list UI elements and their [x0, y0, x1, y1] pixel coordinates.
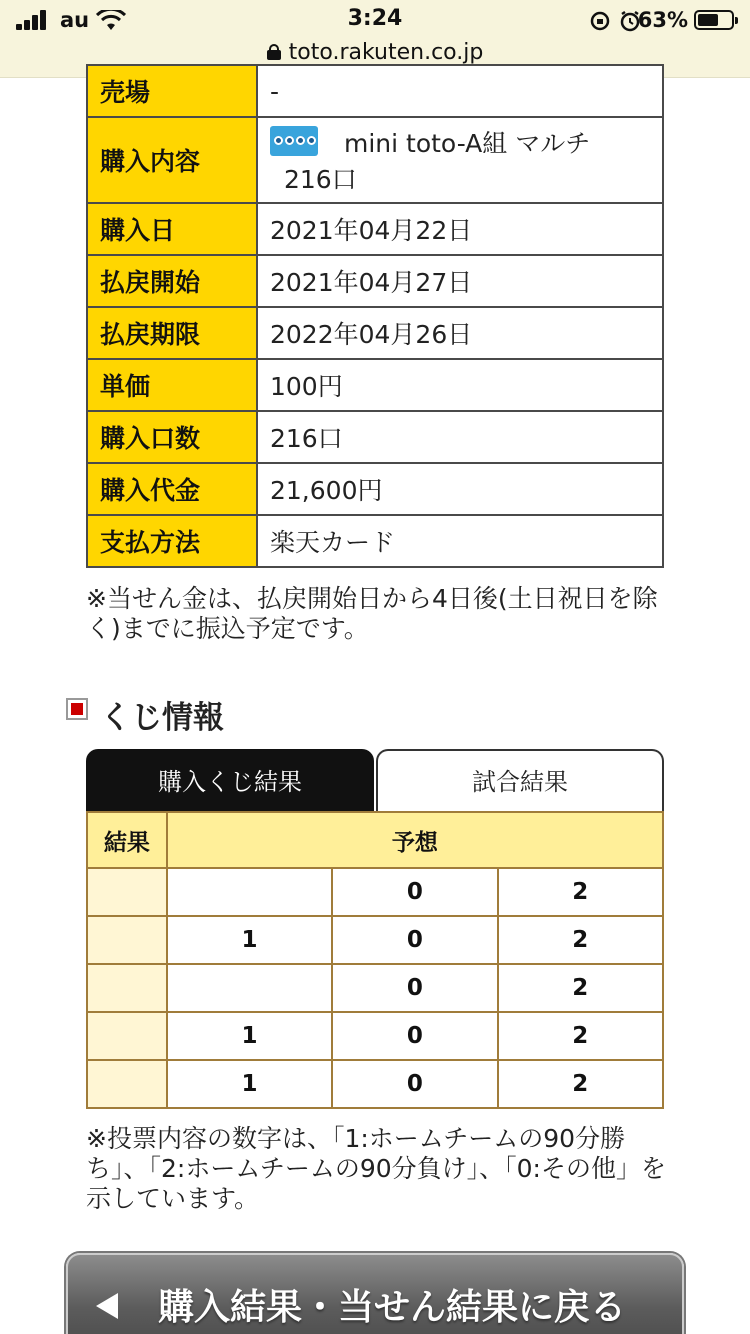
row-label: 購入口数 [87, 411, 257, 463]
battery-fill [698, 14, 718, 26]
mini-toto-logo-icon [270, 126, 318, 156]
pick-cell: 0 [332, 1060, 497, 1108]
battery-icon [694, 10, 734, 30]
prediction-legend-note: ※投票内容の数字は、「1:ホームチームの90分勝ち」、「2:ホームチームの90分負け」、「0:その他」を示しています。 [86, 1124, 666, 1213]
table-row [87, 868, 663, 916]
row-label: 売場 [87, 65, 257, 117]
table-row [87, 255, 663, 307]
row-value: 21,600円 [257, 463, 663, 515]
status-time: 3:24 [347, 6, 403, 31]
pick-cell: 1 [167, 1060, 332, 1108]
pick-cell [167, 868, 332, 916]
result-cell [87, 868, 167, 916]
table-row [87, 411, 663, 463]
prediction-header: 予想 [167, 812, 663, 868]
purchase-info-table [86, 64, 664, 568]
carrier-name: au [60, 8, 90, 32]
row-label: 払戻期限 [87, 307, 257, 359]
purchase-content-cell [257, 117, 663, 203]
section-title: くじ情報 [100, 700, 224, 736]
table-row [87, 1060, 663, 1108]
tab-match-results[interactable]: 試合結果 [376, 749, 664, 811]
pick-cell: 1 [167, 1012, 332, 1060]
red-square-bullet-icon [66, 698, 88, 720]
table-row [87, 65, 663, 117]
row-value: - [257, 65, 663, 117]
result-cell [87, 964, 167, 1012]
back-to-results-button[interactable] [66, 1253, 684, 1334]
row-label: 購入内容 [87, 117, 257, 203]
pick-cell: 2 [498, 916, 663, 964]
table-row [87, 117, 663, 203]
table-row [87, 359, 663, 411]
pick-cell: 2 [498, 964, 663, 1012]
lock-icon [267, 44, 281, 60]
url-domain: toto.rakuten.co.jp [288, 40, 484, 65]
table-row [87, 1012, 663, 1060]
pick-cell: 1 [167, 916, 332, 964]
row-value: 100円 [257, 359, 663, 411]
result-header: 結果 [87, 812, 167, 868]
pick-cell: 0 [332, 916, 497, 964]
pick-cell: 2 [498, 1060, 663, 1108]
back-button-label: 購入結果・当せん結果に戻る [158, 1287, 627, 1328]
row-label: 支払方法 [87, 515, 257, 567]
table-row [87, 463, 663, 515]
row-label: 購入代金 [87, 463, 257, 515]
row-label: 払戻開始 [87, 255, 257, 307]
table-header-row [87, 812, 663, 868]
pick-cell: 2 [498, 868, 663, 916]
status-bar [0, 0, 750, 40]
row-value: 楽天カード [257, 515, 663, 567]
table-row [87, 307, 663, 359]
payout-note: ※当せん金は、払戻開始日から4日後(土日祝日を除く)までに振込予定です。 [86, 584, 658, 643]
prediction-table [86, 811, 664, 1109]
row-value: 2021年04月22日 [257, 203, 663, 255]
result-cell [87, 916, 167, 964]
pick-cell: 2 [498, 1012, 663, 1060]
pick-cell: 0 [332, 964, 497, 1012]
battery-percentage: 63% [637, 8, 688, 32]
table-row [87, 916, 663, 964]
row-label: 購入日 [87, 203, 257, 255]
purchase-content-text: mini toto-A組 マルチ [344, 129, 591, 158]
table-row [87, 964, 663, 1012]
row-label: 単価 [87, 359, 257, 411]
table-row [87, 203, 663, 255]
pick-cell: 0 [332, 868, 497, 916]
result-cell [87, 1060, 167, 1108]
pick-cell: 0 [332, 1012, 497, 1060]
pick-cell [167, 964, 332, 1012]
row-value: 2022年04月26日 [257, 307, 663, 359]
purchase-content-count: 216口 [284, 165, 357, 194]
back-arrow-icon [96, 1293, 118, 1319]
row-value: 2021年04月27日 [257, 255, 663, 307]
row-value: 216口 [257, 411, 663, 463]
table-row [87, 515, 663, 567]
tab-purchased-results[interactable]: 購入くじ結果 [86, 749, 374, 811]
result-cell [87, 1012, 167, 1060]
